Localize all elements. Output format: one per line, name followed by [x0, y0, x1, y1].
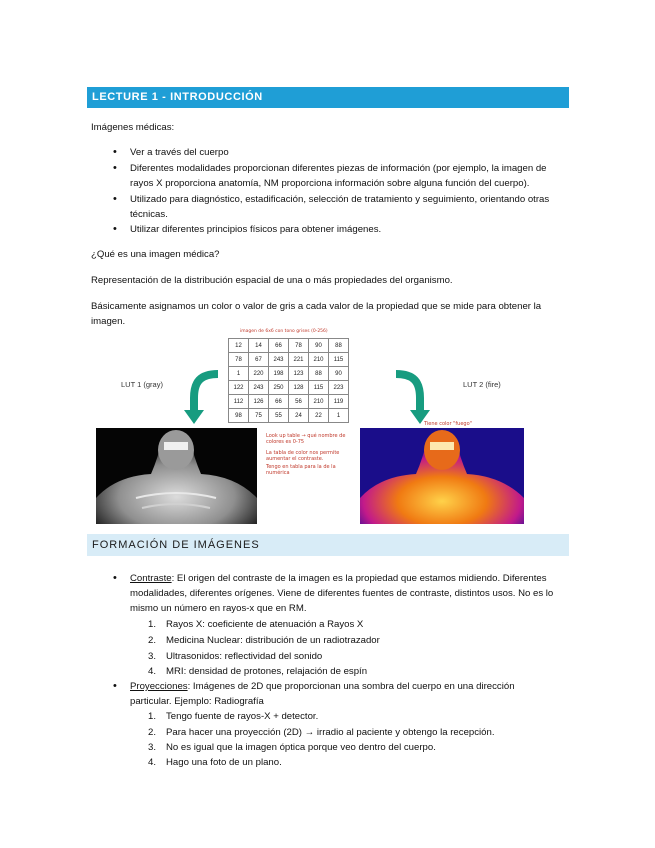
list-item: Ultrasonidos: reflectividad del sonido	[166, 651, 323, 662]
table-cell: 88	[329, 339, 349, 353]
table-cell: 88	[309, 367, 329, 381]
table-cell: 1	[329, 409, 349, 423]
table-cell: 55	[269, 409, 289, 423]
arrow-left-icon	[182, 368, 222, 426]
table-cell: 22	[309, 409, 329, 423]
proyecciones-paragraph	[130, 679, 550, 709]
handwritten-note-2: La tabla de color nos permite aumentar el contraste.	[266, 450, 340, 462]
contraste-label: Contraste	[130, 573, 172, 584]
number-marker: 2.	[148, 635, 157, 646]
table-cell: 115	[309, 381, 329, 395]
bullet-dot-icon: •	[113, 223, 117, 235]
table-cell: 90	[309, 339, 329, 353]
table-cell: 75	[249, 409, 269, 423]
list-item: Hago una foto de un plano.	[166, 757, 282, 768]
table-cell: 210	[309, 353, 329, 367]
handwritten-note: Look up table → qué nombre de colores es 0-75	[266, 433, 346, 445]
table-cell: 123	[289, 367, 309, 381]
table-cell: 221	[289, 353, 309, 367]
table-cell: 98	[229, 409, 249, 423]
question-text: ¿Qué es una imagen médica?	[91, 249, 220, 260]
table-row	[229, 381, 349, 395]
table-cell: 198	[269, 367, 289, 381]
table-cell: 119	[329, 395, 349, 409]
number-marker: 1.	[148, 619, 157, 630]
table-cell: 66	[269, 395, 289, 409]
bullet-dot-icon: •	[113, 146, 117, 158]
table-cell: 115	[329, 353, 349, 367]
table-cell: 243	[269, 353, 289, 367]
table-row	[229, 395, 349, 409]
table-cell: 12	[229, 339, 249, 353]
xray-fire-image	[360, 428, 524, 524]
proyecciones-text: : Imágenes de 2D que proporcionan una sombra del cuerpo en una dirección particular. Ejemplo: Radiografía	[130, 681, 515, 707]
table-cell: 112	[229, 395, 249, 409]
handwritten-note-fire: Tiene color "fuego"	[424, 421, 472, 427]
list-item: Para hacer una proyección (2D) → irradio al paciente y obtengo la recepción.	[166, 727, 495, 738]
handwritten-note-3: Tengo en tabla para la de la numérica	[266, 464, 336, 476]
table-cell: 122	[229, 381, 249, 395]
table-cell: 220	[249, 367, 269, 381]
table-cell: 1	[229, 367, 249, 381]
xray-gray-image	[96, 428, 257, 524]
table-cell: 223	[329, 381, 349, 395]
lut-figure	[94, 330, 526, 526]
table-cell: 128	[289, 381, 309, 395]
section-header-formacion: FORMACIÓN DE IMÁGENES	[87, 534, 569, 556]
table-cell: 14	[249, 339, 269, 353]
pixel-value-table	[228, 338, 349, 423]
number-marker: 3.	[148, 651, 157, 662]
table-cell: 250	[269, 381, 289, 395]
table-row	[229, 409, 349, 423]
table-cell: 210	[309, 395, 329, 409]
proyecciones-label: Proyecciones	[130, 681, 188, 692]
bullet-dot-icon: •	[113, 680, 117, 692]
list-item: Diferentes modalidades proporcionan diferentes piezas de información (por ejemplo, la imagen de rayos X proporciona anatomía, NM proporciona información sobre alguna función del cuerpo).	[130, 163, 547, 189]
list-item: Ver a través del cuerpo	[130, 147, 229, 158]
number-marker: 3.	[148, 742, 157, 753]
table-cell: 126	[249, 395, 269, 409]
list-item: Utilizado para diagnóstico, estadificación, selección de tratamiento y seguimiento, orientando otras técnicas.	[130, 194, 550, 220]
bullet-dot-icon: •	[113, 193, 117, 205]
number-marker: 4.	[148, 757, 157, 768]
table-cell: 66	[269, 339, 289, 353]
table-cell: 78	[289, 339, 309, 353]
number-marker: 4.	[148, 666, 157, 677]
list-item: MRI: densidad de protones, relajación de espín	[166, 666, 368, 677]
intro-text: Imágenes médicas:	[91, 122, 175, 133]
arrow-right-icon	[392, 368, 432, 426]
list-item: Utilizar diferentes principios físicos para obtener imágenes.	[130, 224, 382, 235]
section-header-lecture: LECTURE 1 - INTRODUCCIÓN	[87, 87, 569, 108]
number-marker: 1.	[148, 711, 157, 722]
table-row	[229, 367, 349, 381]
bullet-dot-icon: •	[113, 162, 117, 174]
table-handwritten-note: imagen de 6x6 con tono grises (0-256)	[240, 329, 328, 334]
table-cell: 78	[229, 353, 249, 367]
bullet-dot-icon: •	[113, 572, 117, 584]
table-cell: 56	[289, 395, 309, 409]
table-row	[229, 353, 349, 367]
table-cell: 90	[329, 367, 349, 381]
list-item: No es igual que la imagen óptica porque veo dentro del cuerpo.	[166, 742, 436, 753]
table-cell: 24	[289, 409, 309, 423]
list-item: Tengo fuente de rayos-X + detector.	[166, 711, 319, 722]
list-item: Medicina Nuclear: distribución de un radiotrazador	[166, 635, 380, 646]
lut2-label: LUT 2 (fire)	[463, 380, 501, 389]
contraste-paragraph	[130, 571, 565, 616]
contraste-text: : El origen del contraste de la imagen es la propiedad que estamos midiendo. Diferentes modalidades, diferentes orígenes. Viene de diferentes fuentes de contraste, distintos usos. No es lo mismo un número en rayos-x que en RM.	[130, 573, 554, 614]
answer-text: Representación de la distribución espacial de una o más propiedades del organismo.	[91, 275, 453, 286]
number-marker: 2.	[148, 727, 157, 738]
list-item: Rayos X: coeficiente de atenuación a Rayos X	[166, 619, 364, 630]
lut1-label: LUT 1 (gray)	[121, 380, 163, 389]
table-row	[229, 339, 349, 353]
table-cell: 67	[249, 353, 269, 367]
table-cell: 243	[249, 381, 269, 395]
answer-text-2: Básicamente asignamos un color o valor de gris a cada valor de la propiedad que se mide para obtener la imagen.	[91, 301, 542, 327]
